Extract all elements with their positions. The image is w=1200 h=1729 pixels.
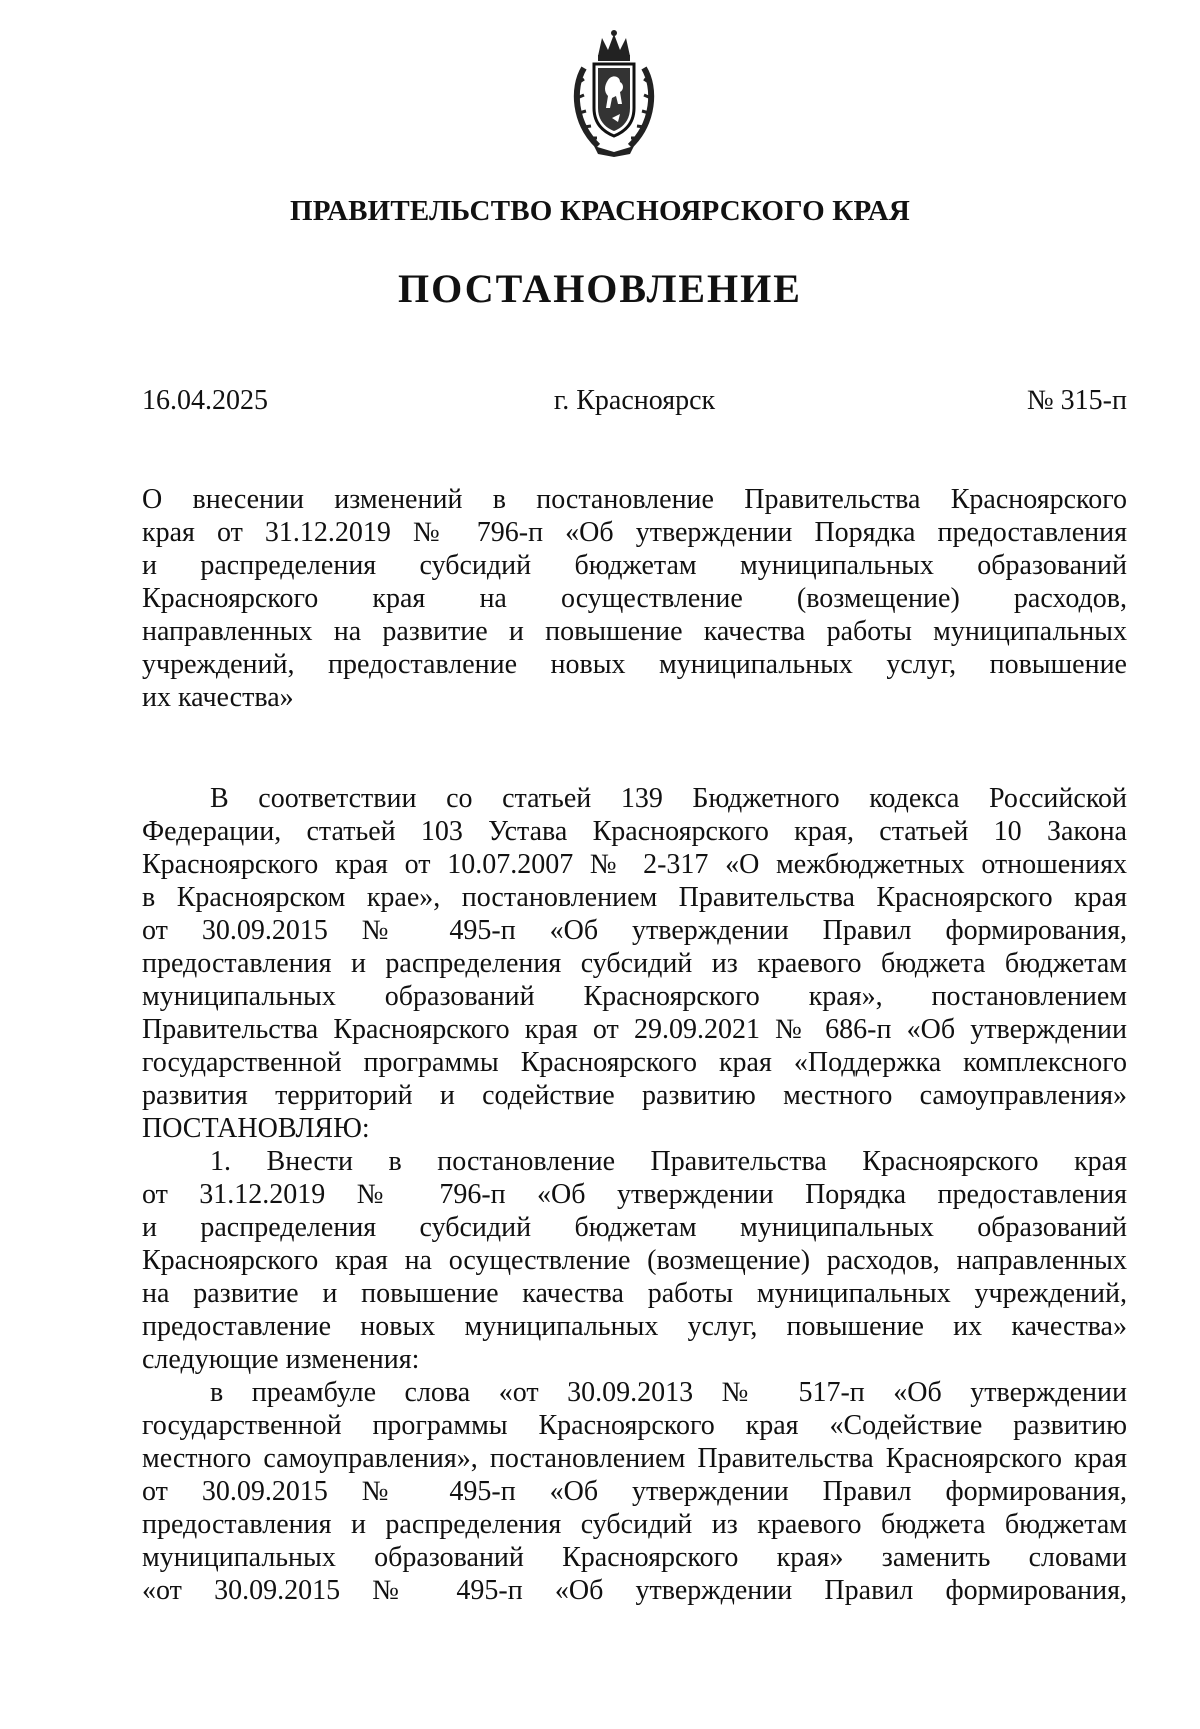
body-line: предоставления и распределения субсидий из краевого бюджета бюджетам — [142, 948, 1127, 979]
subject-line: О внесении изменений в постановление Правительства Красноярского — [142, 484, 1127, 515]
subject-line: Красноярского края на осуществление (возмещение) расходов, — [142, 583, 1127, 614]
body-line: от 30.09.2015 № 495-п «Об утверждении Правил формирования, — [142, 1476, 1127, 1507]
subject-line: направленных на развитие и повышение качества работы муниципальных — [142, 616, 1127, 647]
subject-line: края от 31.12.2019 № 796-п «Об утверждении Порядка предоставления — [142, 517, 1127, 548]
subject-line: и распределения субсидий бюджетам муниципальных образований — [142, 550, 1127, 581]
body-line: государственной программы Красноярского края «Содействие развитию — [142, 1410, 1127, 1441]
subject-line: учреждений, предоставление новых муниципальных услуг, повышение — [142, 649, 1127, 680]
government-title: ПРАВИТЕЛЬСТВО КРАСНОЯРСКОГО КРАЯ — [289, 195, 911, 227]
body-line: 1. Внести в постановление Правительства Красноярского края — [210, 1146, 1127, 1177]
body-line: развития территорий и содействие развитию местного самоуправления» — [142, 1080, 1127, 1111]
body-line: Красноярского края на осуществление (возмещение) расходов, направленных — [142, 1245, 1127, 1276]
document-body — [142, 782, 1127, 1607]
body-line: Федерации, статьей 103 Устава Красноярского края, статьей 10 Закона — [142, 816, 1127, 847]
krasnoyarsk-coat-of-arms-icon — [568, 28, 660, 158]
body-line: В соответствии со статьей 139 Бюджетного кодекса Российской — [210, 783, 1127, 814]
body-line: Правительства Красноярского края от 29.09.2021 № 686-п «Об утверждении — [142, 1014, 1127, 1045]
document-date: 16.04.2025 — [142, 385, 268, 416]
body-line: в преамбуле слова «от 30.09.2013 № 517-п «Об утверждении — [210, 1377, 1127, 1408]
body-line: Красноярского края от 10.07.2007 № 2-317 «О межбюджетных отношениях — [142, 849, 1127, 880]
body-line: муниципальных образований Красноярского края», постановлением — [142, 981, 1127, 1012]
body-line: муниципальных образований Красноярского края» заменить словами — [142, 1542, 1127, 1573]
document-city: г. Красноярск — [553, 385, 716, 416]
body-line: в Красноярском крае», постановлением Правительства Красноярского края — [142, 882, 1127, 913]
body-line-decree: ПОСТАНОВЛЯЮ: — [142, 1113, 370, 1144]
document-subject — [142, 483, 1127, 714]
document-number: № 315-п — [1026, 385, 1127, 416]
body-line: местного самоуправления», постановлением Правительства Красноярского края — [142, 1443, 1127, 1474]
document-type-title: ПОСТАНОВЛЕНИЕ — [398, 266, 802, 311]
body-line: на развитие и повышение качества работы муниципальных учреждений, — [142, 1278, 1127, 1309]
body-line: предоставление новых муниципальных услуг, повышение их качества» — [142, 1311, 1127, 1342]
subject-line: их качества» — [142, 682, 294, 713]
body-line: от 30.09.2015 № 495-п «Об утверждении Правил формирования, — [142, 915, 1127, 946]
body-line: «от 30.09.2015 № 495-п «Об утверждении Правил формирования, — [142, 1575, 1127, 1606]
body-line: и распределения субсидий бюджетам муниципальных образований — [142, 1212, 1127, 1243]
body-line: государственной программы Красноярского края «Поддержка комплексного — [142, 1047, 1127, 1078]
body-line: предоставления и распределения субсидий из краевого бюджета бюджетам — [142, 1509, 1127, 1540]
document-meta-row — [142, 385, 1127, 425]
body-line: следующие изменения: — [142, 1344, 420, 1375]
body-line: от 31.12.2019 № 796-п «Об утверждении Порядка предоставления — [142, 1179, 1127, 1210]
